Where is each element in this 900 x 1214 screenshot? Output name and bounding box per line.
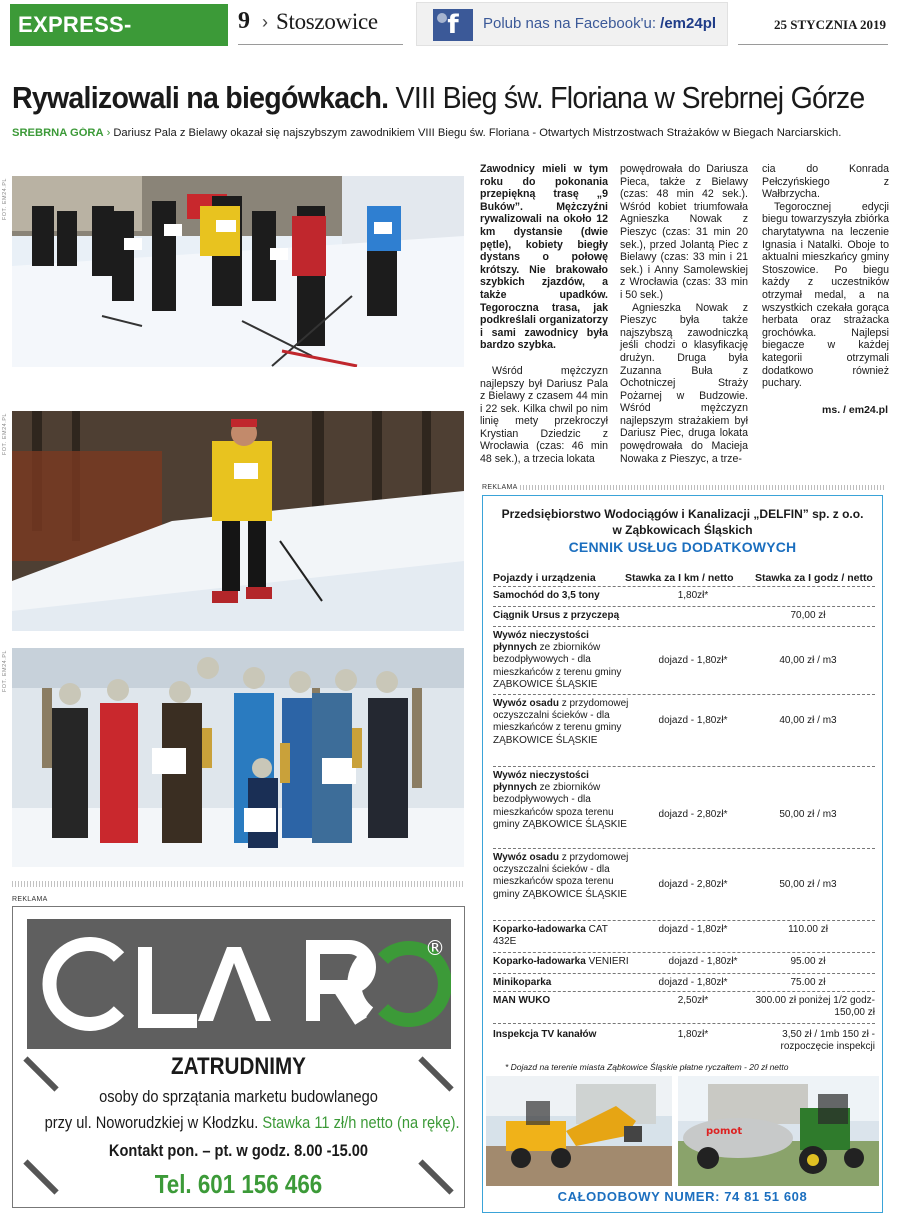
table-row: Inspekcja TV kanałów 1,80zł* 3,50 zł / 1mb 150 zł - rozpoczęcie inspekcji: [493, 1023, 875, 1057]
photo-excavator: [486, 1076, 672, 1186]
ad-photos: [486, 1076, 879, 1186]
page-number: 9: [238, 8, 250, 34]
divider: [12, 881, 465, 887]
photo-skier-winner: [12, 411, 464, 631]
site-brand[interactable]: EXPRESS-MIEJSKI.PL: [10, 4, 228, 46]
article-column-1: [480, 163, 608, 466]
article-lead: SREBRNA GÓRA › Dariusz Pala z Bielawy okazał się najszybszym zawodnikiem VIII Biegu św. Floriana - Otwartych Mistrzostwach Strażaków w Biegach Narciarskich.: [12, 127, 842, 139]
table-row: Wywóz nieczystości płynnych ze zbiorników bezodpływowych - dla mieszkańców spoza terenu gminy ZĄBKOWICE ŚLĄSKIE dojazd - 2,80zł* 50,00 zł / m3: [493, 766, 875, 848]
table-row: Wywóz nieczystości płynnych ze zbiorników bezodpływowych - dla mieszkańców z terenu gminy ZĄBKOWICE ŚLĄSKIE dojazd - 1,80zł* 40,00 zł / m3: [493, 626, 875, 694]
divider: [238, 44, 403, 45]
column-header: Pojazdy i urządzenia: [493, 572, 596, 584]
svg-text:pomot: pomot: [706, 1126, 743, 1137]
table-row: Samochód do 3,5 tony 1,80zł*: [493, 586, 875, 606]
table-row: Wywóz osadu z przydomowej oczyszczalni ścieków - dla mieszkańców spoza terenu gminy ZĄBKOWICE ŚLĄSKIE dojazd - 2,80zł* 50,00 zł / m3: [493, 848, 875, 920]
photo-credit: FOT. EM24.PL: [2, 413, 8, 456]
article-column-2: [620, 163, 748, 465]
ad-label: REKLAMA: [12, 896, 48, 903]
table-row: Koparko-ładowarka CAT 432E dojazd - 1,80zł* 110.00 zł: [493, 920, 875, 952]
table-row: MAN WUKO 2,50zł* 300.00 zł poniżej 1/2 godz-150,00 zł: [493, 991, 875, 1023]
ad-footnote: * Dojazd na terenie miasta Ząbkowice Śląskie płatne ryczałtem - 20 zł netto: [505, 1062, 789, 1072]
photo-skiers-start: [12, 176, 464, 367]
facebook-icon: f: [433, 9, 473, 41]
column-header: Stawka za I km / netto: [625, 572, 734, 584]
table-row: Koparko-ładowarka VENIERI dojazd - 1,80zł* 95.00 zł: [493, 952, 875, 973]
article-paragraph: Tegorocznej edycji biegu towarzyszyła zbiórka charytatywna na leczenie Ignasia i Natalki. Oboje to aktualni mieszkańcy gminy Stoszowice. Po biegu każdy z uczestników otrzymał medal, a na wszystkich czekała gorąca herbata oraz strażacka grochówka. Najlepsi biegacze w każdej kategorii otrzymali dodatkowo również puchary.: [762, 200, 889, 390]
photo-tractor-tanker: [678, 1076, 879, 1186]
job-ad-title: ZATRUDNIMY: [171, 1053, 306, 1080]
table-row: Ciągnik Ursus z przyczepą 70,00 zł: [493, 606, 875, 626]
article-column-3: [762, 163, 889, 390]
facebook-banner[interactable]: [416, 2, 728, 46]
job-ad-phone[interactable]: Tel. 601 156 466: [154, 1169, 323, 1199]
delfin-price-list-ad[interactable]: [482, 495, 883, 1213]
ad-company-name: Przedsiębiorstwo Wodociągów i Kanalizacji „DELFIN” sp. z o.o. w Ząbkowicach Śląskich: [501, 507, 864, 537]
facebook-text: Polub nas na Facebook'u: /em24pl: [483, 15, 717, 32]
section-name: Stoszowice: [276, 9, 378, 34]
job-ad-text: osoby do sprzątania marketu budowlanego: [99, 1087, 378, 1106]
photo-winners-group: [12, 648, 464, 867]
ad-phone-number[interactable]: CAŁODOBOWY NUMER: 74 81 51 608: [557, 1189, 808, 1204]
ad-label: REKLAMA: [482, 484, 518, 491]
photo-credit: FOT. EM24.PL: [2, 650, 8, 693]
article-paragraph: Wśród mężczyzn najlepszy był Dariusz Pala z Bielawy z czasem 44 min i 22 sek. Kilka chwil po nim linię mety przekroczył Krystian Dziedzic z Wrocławia (czas: 46 min 48 sek.), a trzecia lokata: [480, 364, 608, 466]
column-header: Stawka za I godz / netto: [755, 572, 873, 584]
article-intro: Zawodnicy mieli w tym roku do pokonania przepiękną trasę „9 Buków”. Mężczyźni rywalizowali na około 12 km dystansie (dwie pętle), kobiety biegły dystans o połowę krótszy. Nie brakowało szybkich zjazdów, a także upadków. Tegoroczna trasa, jak podkreślali organizatorzy i sami zawodnicy była bardzo szybka.: [480, 163, 608, 352]
divider: [738, 44, 888, 45]
job-ad-contact-hours: Kontakt pon. – pt. w godz. 8.00 -15.00: [108, 1141, 369, 1160]
table-row: Minikoparka dojazd - 1,80zł* 75.00 zł: [493, 973, 875, 991]
chevron-right-icon: ›: [262, 12, 268, 32]
ad-heading: CENNIK USŁUG DODATKOWYCH: [568, 539, 797, 555]
claro-logo: [27, 919, 451, 1049]
article-paragraph: Agnieszka Nowak z Pieszyc była także najszybszą zawodniczką jeśli chodzi o klasyfikację drużyn. Druga była Zuzanna Buła z Ochotniczej Straży Pożarnej w Budzowie. Wśród mężczyzn najlepszym strażakiem był Dariusz Piec, druga lokata powędrowała do Macieja Nowaka z Pieszyc, a trze-: [620, 301, 748, 465]
divider: [520, 485, 884, 490]
job-ad-text: przy ul. Noworudzkiej w Kłodzku. Stawka 11 zł/h netto (na rękę).: [44, 1113, 460, 1132]
article-title: Rywalizowali na biegówkach. VIII Bieg św. Floriana w Srebrnej Górze: [12, 80, 865, 115]
registered-mark: ®: [425, 936, 445, 960]
issue-date: 25 STYCZNIA 2019: [774, 17, 886, 32]
photo-credit: FOT. EM24.PL: [2, 178, 8, 221]
article-paragraph: cia do Konrada Pełczyńskiego z Wałbrzycha.: [762, 163, 889, 201]
claro-job-ad[interactable]: [12, 906, 465, 1208]
chevron-right-icon: ›: [106, 127, 111, 139]
article-signature: ms. / em24.pl: [822, 404, 888, 416]
article-paragraph: powędrowała do Dariusza Pieca, także z Bielawy (czas: 48 min 42 sek.). Wśród kobiet triumfowała Agnieszka Nowak z Pieszyc (czas: 31 min 20 sek.), przed Jolantą Piec z Bielawy (czas: 33 min i 21 sek.) i Anny Samolewskiej z Wrocławia (czas: 33 min i 50 sek.): [620, 163, 748, 301]
table-row: Wywóz osadu z przydomowej oczyszczalni ścieków - dla mieszkańców z terenu gminy ZĄBKOWICE ŚLĄSKIE dojazd - 1,80zł* 40,00 zł / m3: [493, 694, 875, 766]
